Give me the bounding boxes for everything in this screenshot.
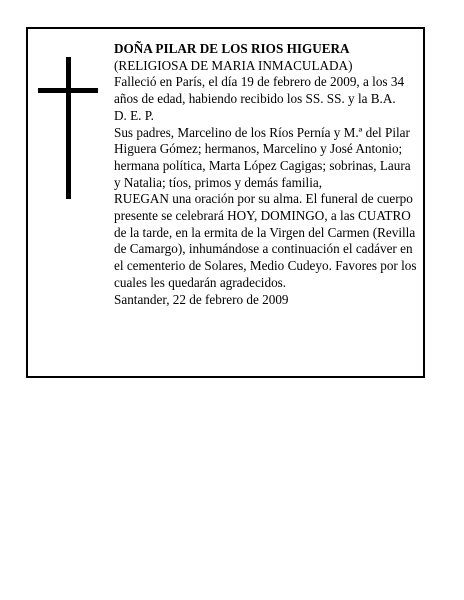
family-list: Sus padres, Marcelino de los Ríos Pernía y M.ª del Pilar Higuera Gómez; hermanos, Marcelino y José Antonio; hermana política, Marta López Cagigas; sobrinas, Laura y Natalia; tíos, primos y demás familia,	[114, 124, 411, 190]
cross-vertical-bar	[66, 57, 71, 199]
obituary-notice	[26, 27, 425, 378]
cross-icon	[38, 57, 98, 199]
death-notice: Falleció en París, el día 19 de febrero de 2009, a los 34 años de edad, habiendo recibido los SS. SS. y la B.A.	[114, 74, 405, 107]
funeral-request: RUEGAN una oración por su alma. El funeral de cuerpo presente se celebrará HOY, DOMINGO, a las CUATRO de la tarde, en la ermita de la Virgen del Carmen (Revilla de Camargo), inhumándose a continuación el cadáver en el cementerio de Solares, Medio Cudeyo. Favores por los cuales les quedarán agradecidos.	[114, 191, 417, 290]
cross-horizontal-bar	[38, 88, 98, 93]
obituary-text	[114, 41, 420, 308]
rip-line: D. E. P.	[114, 107, 154, 123]
deceased-name: DOÑA PILAR DE LOS RIOS HIGUERA	[114, 41, 350, 56]
place-and-date: Santander, 22 de febrero de 2009	[114, 291, 289, 307]
religious-order: (RELIGIOSA DE MARIA INMACULADA)	[114, 57, 353, 73]
